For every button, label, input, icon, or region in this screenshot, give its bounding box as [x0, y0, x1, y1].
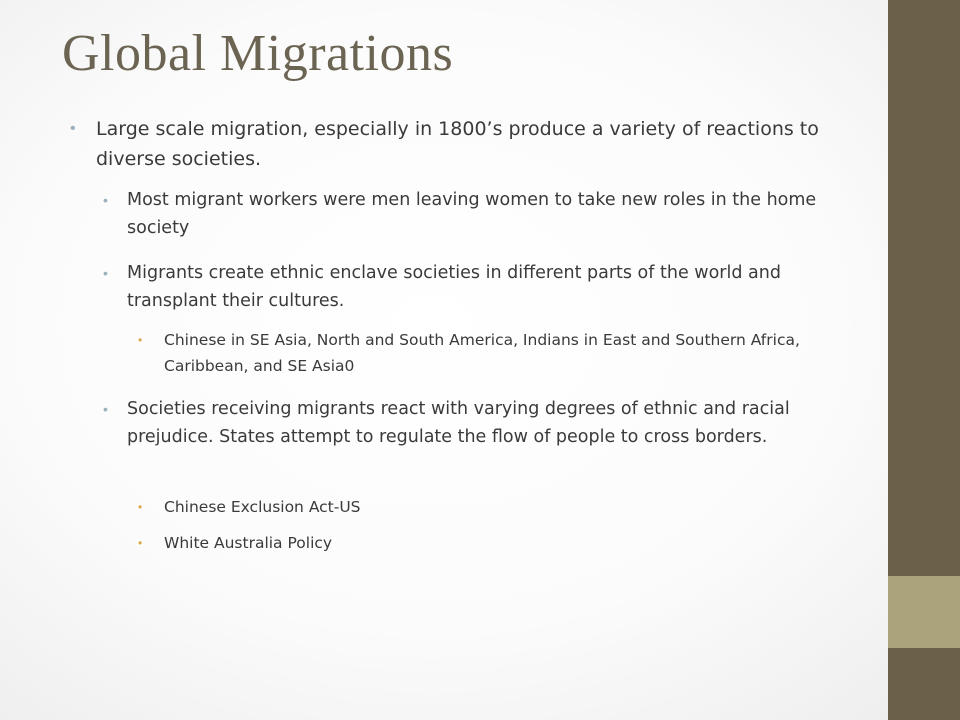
bullet-level-3	[138, 530, 828, 556]
side-band-bottom	[888, 648, 960, 720]
bullet-level-2	[103, 186, 823, 242]
bullet-text: Chinese Exclusion Act-US	[164, 498, 361, 516]
bullet-icon: •	[103, 401, 108, 417]
slide-title: Global Migrations	[62, 25, 454, 82]
bullet-icon: •	[138, 333, 143, 347]
bullet-icon: •	[70, 120, 76, 137]
bullet-text: White Australia Policy	[164, 534, 333, 552]
side-band-accent	[888, 576, 960, 648]
bullet-level-3	[138, 327, 828, 379]
bullet-text: Migrants create ethnic enclave societies in different parts of the world and transplant their cultures.	[127, 263, 781, 311]
bullet-level-3	[138, 494, 828, 520]
bullet-text: Large scale migration, especially in 1800’s produce a variety of reactions to diverse societies.	[96, 118, 819, 170]
bullet-icon: •	[103, 265, 108, 281]
bullet-icon: •	[138, 500, 143, 514]
bullet-icon: •	[103, 192, 108, 208]
bullet-text: Chinese in SE Asia, North and South America, Indians in East and Southern Africa, Caribbean, and SE Asia0	[164, 331, 800, 375]
bullet-level-1	[70, 114, 820, 174]
bullet-level-2	[103, 395, 833, 451]
bullet-text: Societies receiving migrants react with varying degrees of ethnic and racial prejudice. States attempt to regulate the flow of people to cross borders.	[127, 399, 790, 447]
side-band-top	[888, 0, 960, 576]
bullet-icon: •	[138, 536, 143, 550]
bullet-text: Most migrant workers were men leaving women to take new roles in the home society	[127, 190, 817, 238]
bullet-level-2	[103, 259, 823, 315]
